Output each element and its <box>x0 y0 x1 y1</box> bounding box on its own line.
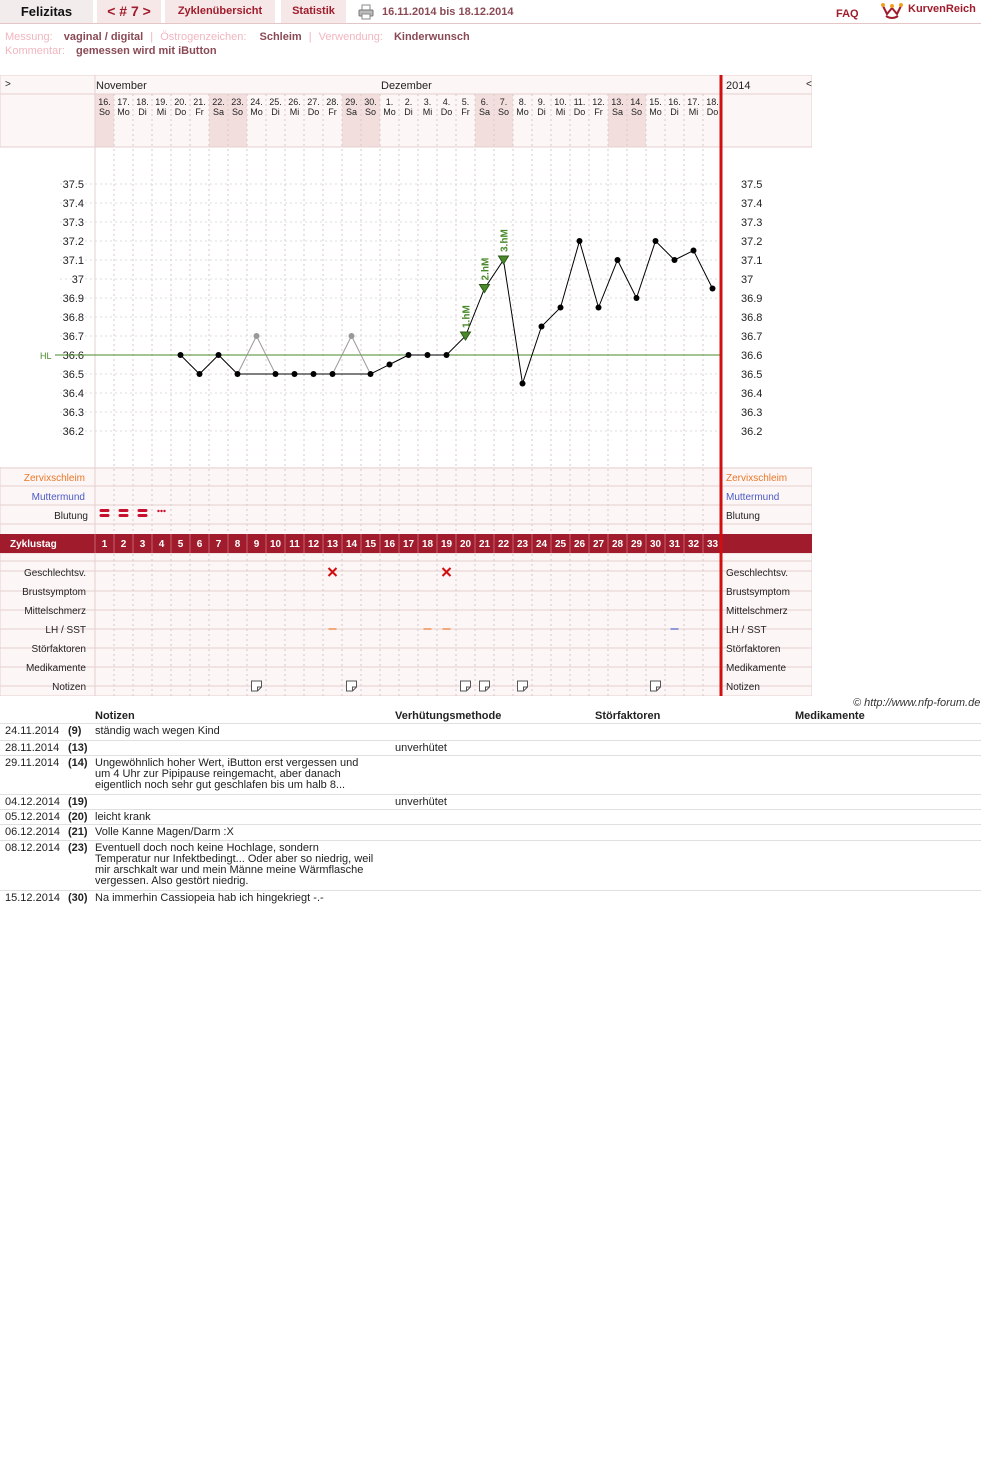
y-tick-label: 36.6 <box>62 350 84 362</box>
comment-info <box>5 44 217 58</box>
cycle-day-number: 32 <box>687 539 700 550</box>
y-tick-label-right: 37.1 <box>741 255 763 267</box>
temperature-point[interactable] <box>330 371 336 377</box>
weekday-label: Do <box>440 107 453 117</box>
cycle-day-number: 1 <box>101 539 108 550</box>
cycle-day-number: 18 <box>421 539 434 550</box>
temperature-point[interactable] <box>235 371 241 377</box>
weekday-label: Mi <box>289 107 300 117</box>
cycle-day-number: 2 <box>120 539 127 550</box>
day-date-label: 16. <box>98 97 111 107</box>
medi-header: Medikamente <box>795 710 865 722</box>
messung-value: vaginal / digital <box>63 31 144 43</box>
y-tick-label-right: 36.8 <box>741 312 763 324</box>
cycle-day-number: 15 <box>364 539 377 550</box>
weekday-label: Do <box>706 107 719 117</box>
cycle-day-number: 27 <box>592 539 605 550</box>
bleeding-heavy-icon <box>138 514 148 517</box>
day-date-label: 2. <box>404 97 413 107</box>
y-tick-label: 37.5 <box>62 179 84 191</box>
y-tick-label: 37.1 <box>62 255 84 267</box>
temperature-point[interactable] <box>197 371 203 377</box>
measurement-info <box>5 30 470 44</box>
row-label-muttermund-right: Muttermund <box>726 492 780 503</box>
row-date: 04.12.2014 <box>5 796 61 808</box>
faq-link[interactable]: FAQ <box>836 8 859 20</box>
cycle-day-number: 5 <box>177 539 184 550</box>
temperature-point[interactable] <box>311 371 317 377</box>
y-tick-label: 37.3 <box>62 217 84 229</box>
table-row <box>0 724 981 741</box>
weekday-label: So <box>364 107 377 117</box>
weekday-label: Do <box>573 107 586 117</box>
temperature-point[interactable] <box>710 286 716 292</box>
cycle-day-number: 4 <box>158 539 165 550</box>
row-label-muttermund: Muttermund <box>31 492 85 503</box>
y-tick-label-right: 36.4 <box>741 388 763 400</box>
cycle-day-number: 11 <box>289 539 300 550</box>
cycle-day-number: 16 <box>383 539 396 550</box>
stoer-header: Störfaktoren <box>595 710 661 722</box>
y-tick-label-right: 36.2 <box>741 426 763 438</box>
weekday-label: Mo <box>250 107 263 117</box>
day-date-label: 16. <box>668 97 681 107</box>
row-date: 28.11.2014 <box>5 742 60 754</box>
temperature-point[interactable] <box>368 371 374 377</box>
weekday-label: Sa <box>478 107 491 117</box>
bleeding-spotting-icon <box>163 510 165 512</box>
cycle-day-number: 19 <box>440 539 453 550</box>
bleeding-heavy-icon <box>119 509 129 512</box>
weekday-label: So <box>497 107 510 117</box>
cycle-day-number: 8 <box>234 539 241 550</box>
notes-table-header <box>0 708 981 724</box>
temperature-point[interactable] <box>406 352 412 358</box>
row-cycle-day: (20) <box>68 811 88 823</box>
row-label-geschlecht-right: Geschlechtsv. <box>726 568 789 579</box>
verwendung-label: Verwendung: <box>318 31 383 43</box>
messung-label: Messung: <box>5 31 53 43</box>
row-label-notizen: Notizen <box>52 682 86 693</box>
cycle-day-number: 14 <box>345 539 358 550</box>
kommentar-value: gemessen wird mit iButton <box>75 45 217 57</box>
row-label-medi-right: Medikamente <box>726 663 787 674</box>
weekday-label: Di <box>138 107 147 117</box>
bleeding-heavy-icon <box>100 514 110 517</box>
day-date-label: 13. <box>611 97 624 107</box>
row-label-brust: Brustsymptom <box>22 587 86 598</box>
day-date-label: 24. <box>250 97 263 107</box>
table-row <box>0 810 981 825</box>
temperature-point[interactable] <box>634 295 640 301</box>
weekday-label: Mo <box>516 107 529 117</box>
y-tick-label: 36.4 <box>62 388 84 400</box>
weekday-label: Di <box>537 107 546 117</box>
day-date-label: 6. <box>480 97 489 107</box>
y-tick-label: 36.5 <box>62 369 84 381</box>
table-row <box>0 841 981 891</box>
day-date-label: 21. <box>193 97 206 107</box>
temperature-point[interactable] <box>273 371 279 377</box>
cycle-day-number: 3 <box>139 539 146 550</box>
cycle-day-number: 22 <box>497 539 510 550</box>
cycle-day-number: 12 <box>307 539 320 550</box>
day-date-label: 14. <box>630 97 643 107</box>
y-tick-label-right: 37.4 <box>741 198 763 210</box>
row-cycle-day: (23) <box>68 842 88 854</box>
y-tick-label-right: 37 <box>741 274 754 286</box>
cycle-day-number: 20 <box>459 539 472 550</box>
y-tick-label-right: 36.6 <box>741 350 763 362</box>
day-date-label: 9. <box>537 97 546 107</box>
cycle-day-number: 26 <box>573 539 586 550</box>
temperature-point[interactable] <box>539 324 545 330</box>
cycle-day-number: 10 <box>269 539 282 550</box>
weekday-label: Mi <box>156 107 167 117</box>
cycle-day-number: 30 <box>649 539 662 550</box>
day-date-label: 23. <box>231 97 244 107</box>
temperature-point[interactable] <box>425 352 431 358</box>
table-row <box>0 756 981 795</box>
day-date-label: 27. <box>307 97 320 107</box>
row-note: Volle Kanne Magen/Darm :X <box>95 826 234 838</box>
row-label-notizen-right: Notizen <box>726 682 760 693</box>
temperature-point[interactable] <box>577 238 583 244</box>
row-label-zervix-right: Zervixschleim <box>726 473 788 484</box>
row-label-mittelschmerz: Mittelschmerz <box>24 606 86 617</box>
y-tick-label-right: 37.3 <box>741 217 763 229</box>
temperature-point[interactable] <box>216 352 222 358</box>
y-tick-label: 36.9 <box>62 293 84 305</box>
coverline-label: HL <box>40 351 52 361</box>
row-label-stoer: Störfaktoren <box>31 644 86 655</box>
bleeding-heavy-icon <box>138 509 148 512</box>
month-label: November <box>96 80 147 92</box>
cycle-overview-tab[interactable]: Zyklenübersicht <box>165 0 275 23</box>
y-tick-label-right: 36.9 <box>741 293 763 305</box>
row-cycle-day: (14) <box>68 757 88 769</box>
separator: | <box>150 31 154 43</box>
month-label: Dezember <box>381 80 432 92</box>
bleeding-spotting-icon <box>157 510 159 512</box>
notes-header: Notizen <box>95 710 135 722</box>
day-date-label: 17. <box>687 97 700 107</box>
high-measurement-label: 3.hM <box>499 229 511 252</box>
statistics-tab[interactable]: Statistik <box>281 0 346 23</box>
weekday-label: Mi <box>688 107 699 117</box>
cycle-day-number: 29 <box>630 539 643 550</box>
bleeding-heavy-icon <box>100 509 110 512</box>
y-tick-label: 36.7 <box>62 331 84 343</box>
high-measurement-label: 2.hM <box>480 257 492 281</box>
temperature-point[interactable] <box>292 371 298 377</box>
day-date-label: 12. <box>592 97 605 107</box>
day-date-label: 7. <box>499 97 508 107</box>
day-date-label: 17. <box>117 97 130 107</box>
row-note: leicht krank <box>95 811 151 823</box>
notes-table <box>0 708 981 906</box>
cycle-day-number: 31 <box>668 539 681 550</box>
temperature-point[interactable] <box>615 257 621 263</box>
y-tick-label: 36.2 <box>62 426 84 438</box>
row-label-blutung-right: Blutung <box>726 511 760 522</box>
cycle-day-number: 21 <box>478 539 491 550</box>
day-date-label: 22. <box>212 97 225 107</box>
previous-cycle-arrow[interactable]: < <box>806 79 812 90</box>
day-date-label: 20. <box>174 97 187 107</box>
y-tick-label-right: 36.5 <box>741 369 763 381</box>
weekday-label: Mo <box>383 107 396 117</box>
weekday-label: So <box>231 107 244 117</box>
row-cycle-day: (21) <box>68 826 88 838</box>
method-header: Verhütungsmethode <box>395 710 502 722</box>
row-date: 06.12.2014 <box>5 826 61 838</box>
y-tick-label: 36.3 <box>62 407 84 419</box>
weekday-label: Fr <box>195 107 204 117</box>
row-label-blutung: Blutung <box>54 511 88 522</box>
weekday-label: Mi <box>555 107 566 117</box>
day-date-label: 5. <box>461 97 470 107</box>
row-date: 08.12.2014 <box>5 842 61 854</box>
weekday-label: Sa <box>611 107 624 117</box>
row-date: 05.12.2014 <box>5 811 61 823</box>
weekday-label: Fr <box>594 107 603 117</box>
weekday-label: Do <box>307 107 320 117</box>
weekday-label: So <box>98 107 111 117</box>
cycle-day-number: 28 <box>611 539 624 550</box>
row-cycle-day: (30) <box>68 892 88 904</box>
bleeding-heavy-icon <box>119 514 129 517</box>
row-date: 29.11.2014 <box>5 757 60 769</box>
top-navigation <box>0 0 981 24</box>
y-tick-label: 37 <box>71 274 84 286</box>
row-label-lh: LH / SST <box>45 625 86 636</box>
separator: | <box>308 31 312 43</box>
next-cycle-arrow[interactable]: > <box>5 79 11 90</box>
temperature-point[interactable] <box>387 362 393 368</box>
day-date-label: 25. <box>269 97 282 107</box>
kommentar-label: Kommentar: <box>5 45 65 57</box>
copyright[interactable]: © http://www.nfp-forum.de <box>853 697 981 709</box>
row-label-mittelschmerz-right: Mittelschmerz <box>726 606 788 617</box>
temperature-point[interactable] <box>254 333 260 339</box>
weekday-label: Di <box>271 107 280 117</box>
table-row <box>0 891 981 906</box>
day-date-label: 19. <box>155 97 168 107</box>
row-method: unverhütet <box>395 742 447 754</box>
temperature-point[interactable] <box>691 248 697 254</box>
row-label-geschlecht: Geschlechtsv. <box>23 568 86 579</box>
cycle-day-number: 9 <box>253 539 260 550</box>
weekday-label: Sa <box>345 107 358 117</box>
day-date-label: 8. <box>518 97 527 107</box>
row-label-zervix: Zervixschleim <box>23 473 85 484</box>
row-label-stoer-right: Störfaktoren <box>726 644 781 655</box>
y-tick-label: 37.4 <box>62 198 84 210</box>
weekday-label: Fr <box>461 107 470 117</box>
day-date-label: 3. <box>423 97 432 107</box>
row-label-lh-right: LH / SST <box>726 625 767 636</box>
y-tick-label: 36.8 <box>62 312 84 324</box>
day-date-label: 10. <box>554 97 567 107</box>
oestrogen-label: Östrogenzeichen: <box>160 31 247 43</box>
day-date-label: 18. <box>706 97 719 107</box>
temperature-point[interactable] <box>558 305 564 311</box>
weekday-label: Sa <box>212 107 225 117</box>
cycle-day-number: 17 <box>402 539 415 550</box>
y-tick-label-right: 37.2 <box>741 236 763 248</box>
row-date: 24.11.2014 <box>5 725 60 737</box>
y-tick-label: 37.2 <box>62 236 84 248</box>
day-date-label: 26. <box>288 97 301 107</box>
user-name: Felizitas <box>0 0 93 23</box>
day-date-label: 28. <box>326 97 339 107</box>
row-note: Ungewöhnlich hoher Wert, iButton erst vergessen und um 4 Uhr zur Pipipause reingemacht, aber danach eigentlich noch sehr gut geschlafen bis um halb 8... <box>95 757 359 791</box>
day-date-label: 15. <box>649 97 662 107</box>
weekday-label: So <box>630 107 643 117</box>
weekday-label: Mo <box>649 107 662 117</box>
row-note: ständig wach wegen Kind <box>95 725 220 737</box>
temperature-point[interactable] <box>349 333 355 339</box>
year-label: 2014 <box>726 80 751 92</box>
date-range: 16.11.2014 bis 18.12.2014 <box>382 6 514 18</box>
cycle-day-number: 25 <box>554 539 567 550</box>
day-date-label: 11. <box>573 97 586 107</box>
kurvenreich-logo-icon[interactable] <box>880 0 904 20</box>
high-measurement-label: 1.hM <box>461 305 473 328</box>
y-tick-label-right: 37.5 <box>741 179 763 191</box>
bleeding-spotting-icon <box>160 510 162 512</box>
plot-area-background <box>0 147 812 467</box>
printer-icon[interactable] <box>358 4 374 20</box>
weekday-label: Mi <box>422 107 433 117</box>
cycle-selector[interactable]: < # 7 > <box>97 0 161 23</box>
day-date-label: 18. <box>136 97 149 107</box>
temperature-point[interactable] <box>672 257 678 263</box>
brand-name[interactable]: KurvenReich <box>908 3 976 15</box>
cycle-day-number: 24 <box>535 539 548 550</box>
temperature-point[interactable] <box>178 352 184 358</box>
cycle-day-number: 7 <box>215 539 222 550</box>
oestrogen-value: Schleim <box>259 31 302 43</box>
temperature-point[interactable] <box>520 381 526 387</box>
cycle-day-number: 23 <box>516 539 529 550</box>
row-note: Eventuell doch noch keine Hochlage, sondern Temperatur nur Infektbedingt... Oder aber so niedrig, weil mir arschkalt war und mein Männe meine Wärmflasche vergessen. Also gestört niedrig. <box>95 842 374 887</box>
row-method: unverhütet <box>395 796 447 808</box>
row-label-brust-right: Brustsymptom <box>726 587 790 598</box>
temperature-point[interactable] <box>596 305 602 311</box>
temperature-point[interactable] <box>444 352 450 358</box>
weekday-label: Di <box>670 107 679 117</box>
day-date-label: 29. <box>345 97 358 107</box>
day-date-label: 1. <box>385 97 394 107</box>
weekday-label: Mo <box>117 107 130 117</box>
verwendung-value: Kinderwunsch <box>393 31 470 43</box>
table-row <box>0 795 981 810</box>
y-tick-label-right: 36.3 <box>741 407 763 419</box>
weekday-label: Di <box>404 107 413 117</box>
cycle-day-number: 33 <box>706 539 719 550</box>
table-row <box>0 825 981 841</box>
cycle-day-number: 13 <box>326 539 339 550</box>
day-date-label: 4. <box>442 97 451 107</box>
temperature-point[interactable] <box>653 238 659 244</box>
row-date: 15.12.2014 <box>5 892 61 904</box>
weekday-label: Do <box>174 107 187 117</box>
row-note: Na immerhin Cassiopeia hab ich hingekriegt -.- <box>95 892 324 904</box>
row-cycle-day: (9) <box>68 725 82 737</box>
row-label-zyklustag: Zyklustag <box>10 539 57 550</box>
row-cycle-day: (13) <box>68 742 88 754</box>
y-tick-label-right: 36.7 <box>741 331 763 343</box>
day-date-label: 30. <box>364 97 377 107</box>
row-cycle-day: (19) <box>68 796 88 808</box>
cycle-chart <box>0 75 812 696</box>
table-row <box>0 741 981 756</box>
cycle-day-number: 6 <box>196 539 203 550</box>
row-label-medi: Medikamente <box>25 663 86 674</box>
weekday-label: Fr <box>328 107 337 117</box>
